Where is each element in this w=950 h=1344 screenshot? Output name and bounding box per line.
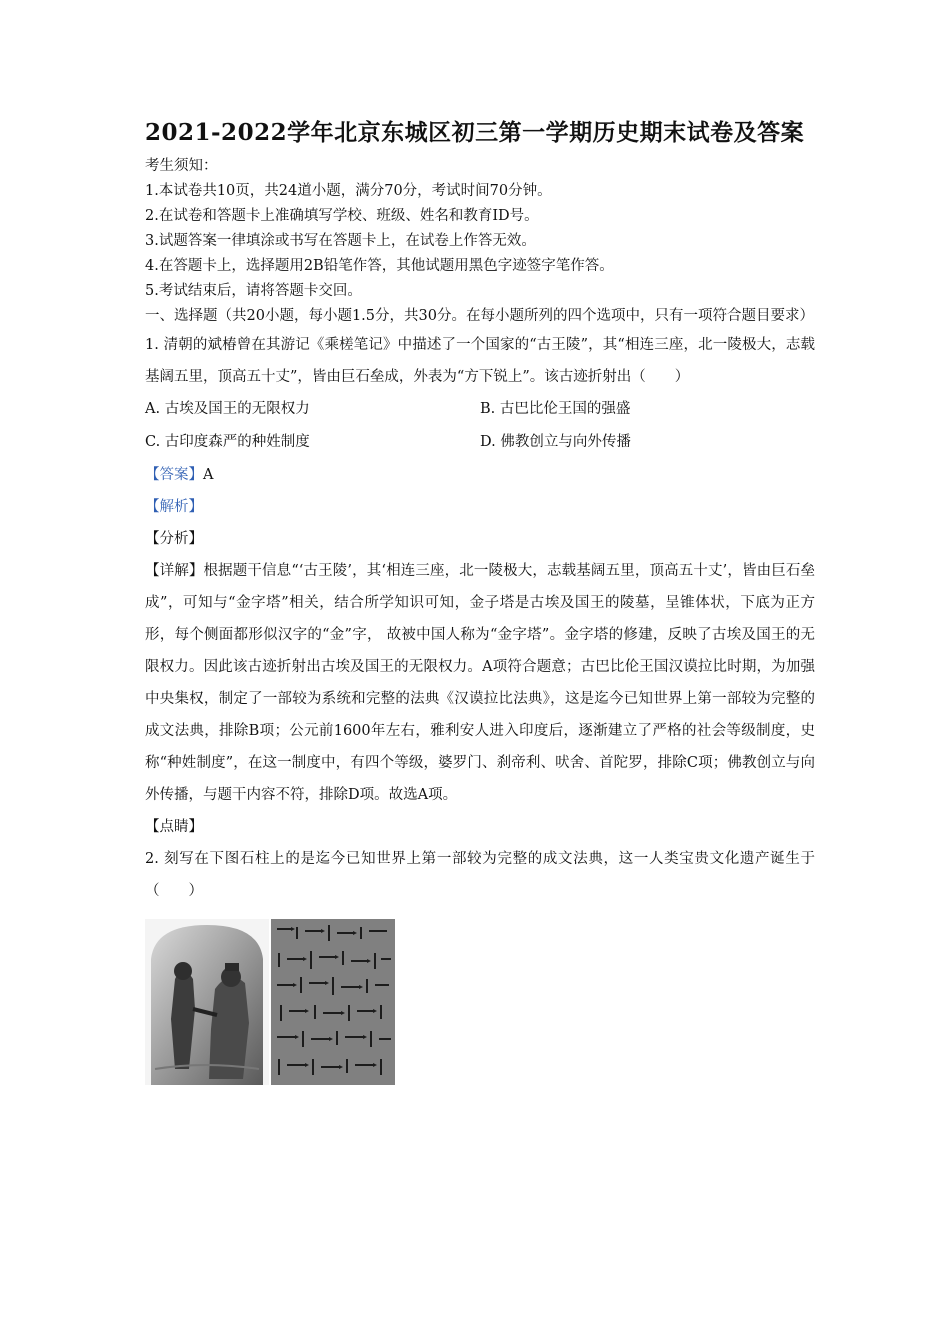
- detail-label: 【详解】: [145, 563, 204, 579]
- stele-relief-image: [145, 919, 269, 1085]
- option-d: D. 佛教创立与向外传播: [480, 434, 631, 450]
- question-1-stem: 1. 清朝的斌椿曾在其游记《乘槎笔记》中描述了一个国家的“古王陵”，其“相连三座，北一陵极大，志载基阔五里，顶高五十丈”，皆由巨石垒成，外表为“方下锐上”。该古迹折射出（ ）: [145, 337, 815, 385]
- notice-item: 1.本试卷共10页，共24道小题，满分70分，考试时间70分钟。: [145, 183, 552, 199]
- option-b: B. 古巴比伦王国的强盛: [480, 401, 631, 417]
- question-1-options-row-2: [145, 426, 815, 459]
- notice-heading: 考生须知：: [145, 158, 218, 174]
- fenxi-label: 【分析】: [145, 531, 203, 547]
- exam-page: [145, 116, 815, 1085]
- answer-value: A: [203, 467, 214, 483]
- option-c: C. 古印度森严的种姓制度: [145, 434, 310, 450]
- detail-text: 根据题干信息“‘古王陵’，其‘相连三座，北一陵极大，志载基阔五里，顶高五十丈’，皆由巨石垒成”，可知与“金字塔”相关，结合所学知识可知，金子塔是古埃及国王的陵墓，呈锥体状，下底为正方形，每个侧面都形似汉字的“金”字， 故被中国人称为“金字塔”。金字塔的修建，反映了古埃及国王的无限权力。因此该古迹折射出古埃及国王的无限权力。A项符合题意；古巴比伦王国汉谟拉比时期，为加强中央集权，制定了一部较为系统和完整的法典《汉谟拉比法典》，这是迄今已知世界上第一部较为完整的成文法典，排除B项；公元前1600年左右，雅利安人进入印度后，逐渐建立了严格的社会等级制度，史称“种姓制度”，在这一制度中，有四个等级，婆罗门、刹帝利、吠舍、首陀罗，排除C项；佛教创立与向外传播，与题干内容不符，排除D项。故选A项。: [145, 563, 815, 803]
- stele-figure: [145, 919, 815, 1085]
- question-1-options-row-1: [145, 393, 815, 426]
- answer-label: 【答案】: [145, 467, 203, 483]
- notice-item: 4.在答题卡上，选择题用2B铅笔作答，其他试题用黑色字迹签字笔作答。: [145, 258, 614, 274]
- notice-item: 3.试题答案一律填涂或书写在答题卡上，在试卷上作答无效。: [145, 233, 536, 249]
- analysis-label: 【解析】: [145, 499, 203, 515]
- section-heading: 一、选择题（共20小题，每小题1.5分，共30分。在每小题所列的四个选项中，只有一项符合题目要求）: [145, 308, 814, 324]
- notice-item: 5.考试结束后，请将答题卡交回。: [145, 283, 362, 299]
- question-2-stem: 2. 刻写在下图石柱上的是迄今已知世界上第一部较为完整的成文法典，这一人类宝贵文化遗产诞生于（ ）: [145, 851, 815, 899]
- cuneiform-script-image: [271, 919, 395, 1085]
- option-a: A. 古埃及国王的无限权力: [145, 401, 310, 417]
- detail-paragraph: [145, 555, 815, 811]
- dianjing-label: 【点睛】: [145, 819, 203, 835]
- notice-item: 2.在试卷和答题卡上准确填写学校、班级、姓名和教育ID号。: [145, 208, 539, 224]
- page-title: 2021-2022学年北京东城区初三第一学期历史期末试卷及答案: [145, 119, 805, 146]
- answer-line: [145, 459, 815, 491]
